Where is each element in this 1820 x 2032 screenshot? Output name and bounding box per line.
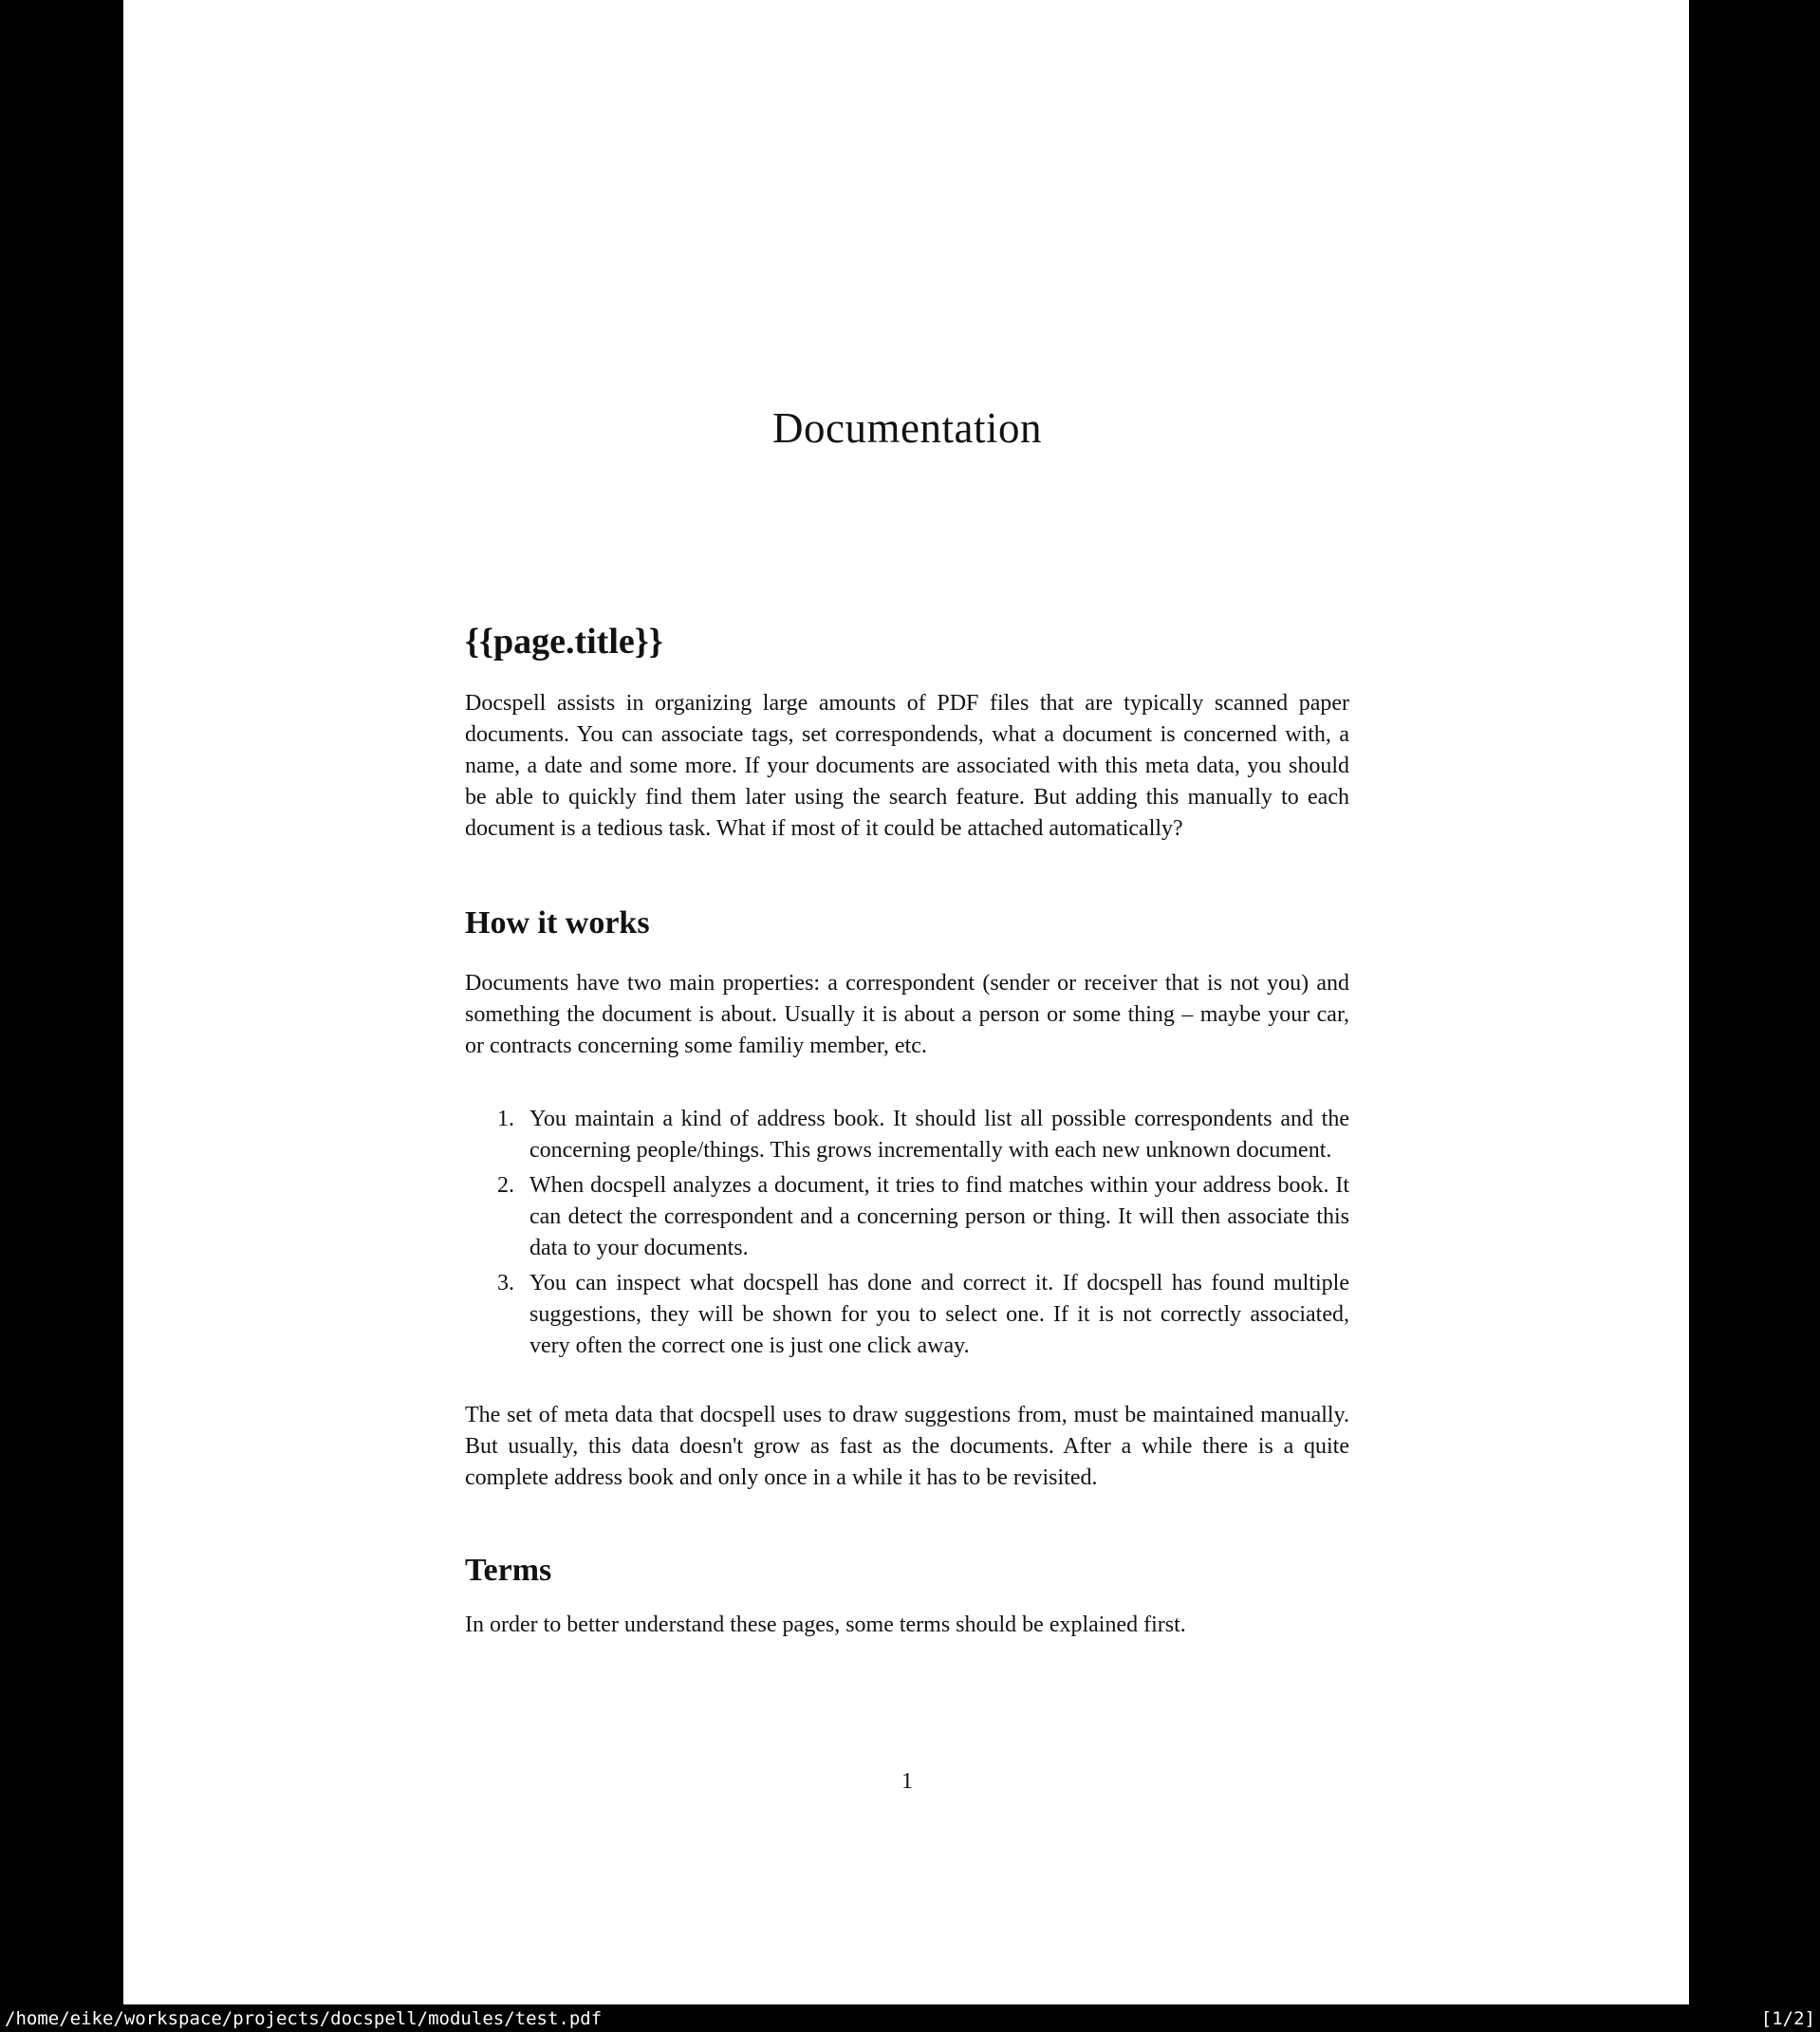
pdf-page xyxy=(123,0,1689,2004)
paragraph-terms-intro: In order to better understand these pages, some terms should be explained first. xyxy=(465,1613,1186,1637)
statusbar-file-path: /home/eike/workspace/projects/docspell/modules/test.pdf xyxy=(5,2007,603,2029)
ordered-list-steps xyxy=(465,1104,1349,1366)
document-title: Documentation xyxy=(772,404,1042,452)
list-item-text: You can inspect what docspell has done and correct it. If docspell has found multiple suggestions, they will be shown for you to select one. If it is not correctly associated, very often the correct one is just one click away. xyxy=(529,1271,1349,1358)
list-item-text: You maintain a kind of address book. It should list all possible correspondents and the concerning people/things. This grows incrementally with each new unknown document. xyxy=(529,1107,1349,1163)
subsection-heading-how-it-works: How it works xyxy=(465,905,650,941)
list-item-number: 3. xyxy=(497,1271,514,1296)
statusbar-page-indicator: [1/2] xyxy=(1760,2007,1815,2029)
list-item-step-3 xyxy=(465,1268,1349,1362)
list-item-text: When docspell analyzes a document, it tries to find matches within your address book. It can detect the correspondent and a concerning person or thing. It will then associate this data to your documents. xyxy=(529,1173,1349,1260)
list-item-step-2 xyxy=(465,1170,1349,1264)
section-heading-page-title: {{page.title}} xyxy=(465,622,663,662)
paragraph-intro: Docspell assists in organizing large amounts of PDF files that are typically scanned paper documents. You can associate tags, set correspondends, what a document is concerned with, a name, a date and some more. If your documents are associated with this meta data, you should be able to quickly find them later using the search feature. But adding this manually to each document is a tedious task. What if most of it could be attached automatically? xyxy=(465,691,1349,841)
page-number: 1 xyxy=(901,1769,913,1794)
list-item-number: 2. xyxy=(497,1173,514,1198)
list-item-step-1 xyxy=(465,1104,1349,1166)
subsection-heading-terms: Terms xyxy=(465,1553,552,1588)
paragraph-how-it-works-outro: The set of meta data that docspell uses to draw suggestions from, must be maintained manually. But usually, this data doesn't grow as fast as the documents. After a while there is a quite complete address book and only once in a while it has to be revisited. xyxy=(465,1403,1349,1490)
statusbar xyxy=(0,2004,1820,2032)
paragraph-how-it-works-intro: Documents have two main properties: a correspondent (sender or receiver that is not you) and something the document is about. Usually it is about a person or some thing – maybe your car, or contracts concerning some familiy member, etc. xyxy=(465,971,1349,1058)
list-item-number: 1. xyxy=(497,1107,514,1131)
